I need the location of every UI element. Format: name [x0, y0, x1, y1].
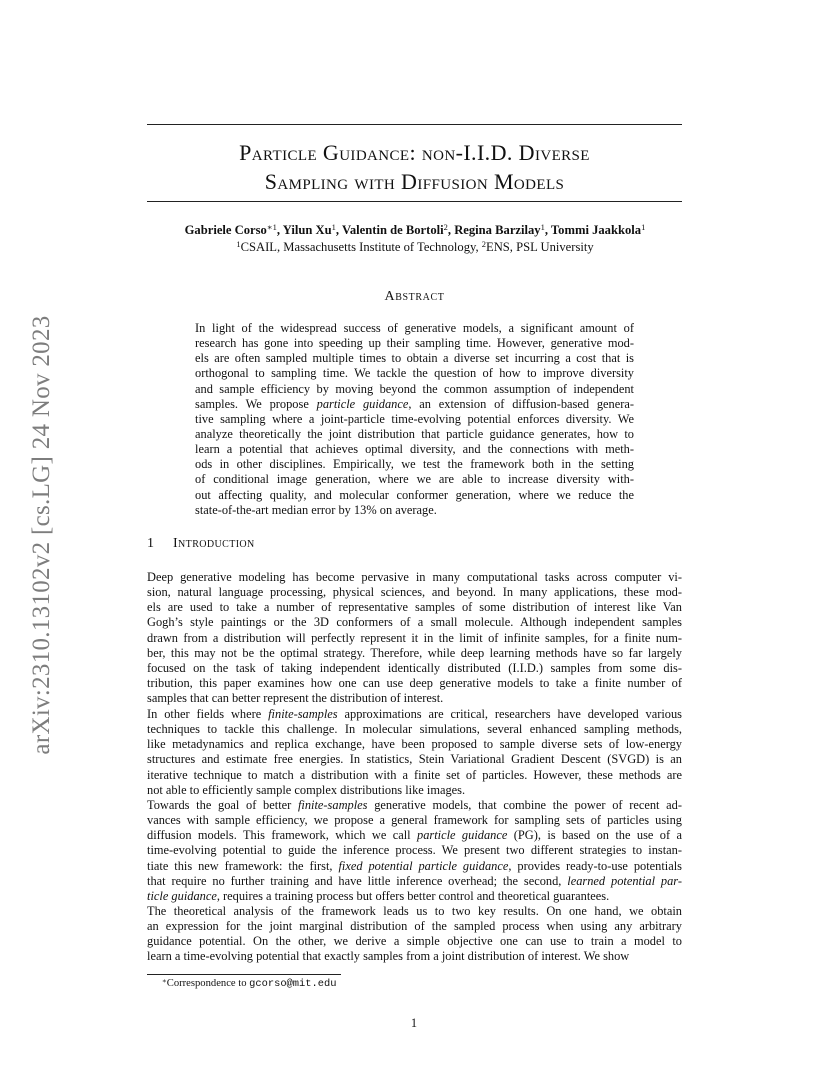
emphasized-text: finite-samples — [297, 798, 368, 812]
text-run: learn a time-evolving potential that exactly samples from a joint distribution of interest. We show — [147, 949, 630, 964]
paragraph-line — [147, 631, 682, 646]
paragraph-line — [147, 707, 682, 722]
paragraph-line — [147, 691, 682, 706]
text-run: time-evolving potential to guide the inference process. We present two different strategies to instan- — [147, 843, 682, 858]
text-run: tribution, this paper examines how one can use deep generative models to take a finite number of — [147, 675, 682, 690]
emphasized-text: fixed potential particle guidance — [338, 858, 509, 873]
footnote-marker: ∗ — [162, 977, 167, 985]
paragraph-line — [147, 889, 682, 904]
author-separator: , — [544, 223, 551, 237]
paragraph-line — [147, 752, 682, 767]
text-run: Deep generative modeling has become pervasive in many computational tasks across computer vi- — [147, 570, 682, 584]
affiliation-1: CSAIL, Massachusetts Institute of Technology, — [240, 240, 482, 254]
footnote-text: Correspondence to — [166, 978, 250, 989]
paper-title — [147, 138, 682, 196]
text-run: that require no further training and have little inference overhead; the second, — [147, 873, 568, 888]
abstract-line — [195, 488, 634, 503]
text-run: iterative technique to match a distribution with a finite set of particles. However, these methods are — [147, 767, 682, 782]
text-run: Gogh’s style paintings or the 3D conformers of a small molecule. Although independent samples — [147, 615, 682, 630]
text-run: an expression for the joint marginal distribution of the sampled process when using any arbitrary — [147, 919, 682, 934]
text-run: guidance potential. On the other, we derive a simple objective one can use to train a model to — [147, 934, 682, 949]
arxiv-stamp-text: arXiv:2310.13102v2 [cs.LG] 24 Nov 2023 — [28, 315, 55, 755]
text-run: and sample efficiency by moving beyond the common assumption of independent — [195, 381, 634, 396]
paragraph-line — [147, 843, 682, 858]
author-separator: , — [335, 223, 342, 237]
author-separator: , — [276, 223, 283, 237]
text-run: els are used to take a number of representative samples of some distribution of interest like Van — [147, 600, 682, 615]
paragraph-line — [147, 661, 682, 676]
text-run: tiate this new framework: the first, — [147, 858, 339, 873]
abstract-body — [195, 321, 634, 518]
title-line-1: Particle Guidance: non-I.I.D. Diverse — [239, 140, 590, 165]
text-run: els are often sampled multiple times to obtain a diverse set incurring a cost that is — [195, 351, 634, 366]
affiliation-marker-2: 2 — [481, 239, 487, 249]
text-run: samples. We propose — [195, 396, 317, 411]
emphasized-text: particle guidance — [417, 828, 508, 843]
text-run: , an extension of diffusion-based genera- — [408, 396, 634, 411]
author-affiliation-marker: 2 — [443, 222, 448, 232]
text-run: not able to efficiently sample complex distributions like images. — [147, 782, 466, 797]
footnote-rule — [147, 974, 341, 975]
abstract-line — [195, 412, 634, 427]
paragraph-line — [147, 874, 682, 889]
section-title: Introduction — [173, 536, 255, 551]
affiliation-2: ENS, PSL University — [486, 240, 594, 254]
paragraph-line — [147, 570, 682, 585]
paragraph-line — [147, 949, 682, 964]
author-name: Gabriele Corso — [184, 223, 267, 237]
text-run: In light of the widespread success of generative models, a significant amount of — [195, 321, 634, 335]
paragraph-line — [147, 615, 682, 630]
paragraph-line — [147, 600, 682, 615]
title-rule-top — [147, 124, 682, 125]
title-line-2: Sampling with Diffusion Models — [264, 169, 565, 194]
paragraph-line — [147, 783, 682, 798]
paragraph-line — [147, 798, 682, 813]
author-name: Tommi Jaakkola — [550, 223, 642, 237]
abstract-line — [195, 427, 634, 442]
intro-paragraph-4 — [147, 904, 682, 965]
paragraph-line — [147, 859, 682, 874]
paragraph-line — [147, 646, 682, 661]
paragraph-line — [147, 676, 682, 691]
paragraph-line — [147, 813, 682, 828]
abstract-line — [195, 321, 634, 336]
affiliations — [130, 239, 700, 255]
paragraph-line — [147, 737, 682, 752]
abstract-line — [195, 397, 634, 412]
title-rule-bottom — [147, 201, 682, 202]
text-run: learn a potential that achieves optimal diversity, and the connections with meth- — [195, 442, 634, 457]
paragraph-line — [147, 919, 682, 934]
abstract-line — [195, 457, 634, 472]
text-run: In other fields where — [147, 707, 269, 721]
abstract-line — [195, 472, 634, 487]
section-number: 1 — [147, 536, 154, 551]
text-run: diffusion models. This framework, which we call — [147, 828, 417, 843]
text-run: approximations are critical, researchers have developed various — [337, 707, 682, 721]
text-run: ods in other disciplines. Empirically, we test the framework both in the setting — [195, 457, 634, 472]
emphasized-text: particle guidance — [316, 396, 409, 411]
text-run: sion, natural language processing, physical sciences, and beyond. In many applications, these mod- — [147, 585, 682, 600]
footnote-email: gcorso@mit.edu — [249, 978, 337, 990]
abstract-line — [195, 366, 634, 381]
text-run: generative models, that combine the power of recent ad- — [367, 798, 682, 812]
text-run: samples that can better represent the distribution of interest. — [147, 691, 444, 706]
text-run: Towards the goal of better — [147, 798, 298, 812]
text-run: (PG), is based on the use of a — [507, 828, 682, 843]
text-run: , requires a training process but offers better control and theoretical guarantees. — [216, 888, 610, 903]
intro-paragraph-2 — [147, 707, 682, 798]
intro-paragraph-3 — [147, 798, 682, 904]
paragraph-line — [147, 934, 682, 949]
emphasized-text: finite-samples — [268, 707, 338, 721]
intro-paragraph-1 — [147, 570, 682, 706]
paragraph-line — [147, 768, 682, 783]
paragraph-line — [147, 904, 682, 919]
abstract-line — [195, 336, 634, 351]
text-run: The theoretical analysis of the framework leads us to two key results. On one hand, we obtain — [147, 904, 682, 918]
text-run: drawn from a distribution will perfectly represent it in the limit of infinite samples, for a finite num- — [147, 630, 682, 645]
paragraph-line — [147, 585, 682, 600]
text-run: orthogonal to sampling time. We tackle the question of how to improve diversity — [195, 366, 634, 381]
text-run: focused on the task of taking independent identically distributed (I.I.D.) samples from some dis- — [147, 660, 682, 675]
paragraph-line — [147, 722, 682, 737]
emphasized-text: learned potential par- — [567, 873, 682, 888]
text-run: analyze theoretically the joint distribution that particle guidance generates, how to — [195, 426, 634, 441]
section-heading-introduction — [147, 536, 255, 552]
author-affiliation-marker: ∗1 — [266, 222, 277, 232]
abstract-line — [195, 382, 634, 397]
author-affiliation-marker: 1 — [641, 222, 646, 232]
author-separator: , — [447, 223, 455, 237]
text-run: ber, this may not be the optimal strategy. Therefore, while deep learning methods have so far largely — [147, 645, 682, 660]
abstract-heading: Abstract — [384, 289, 445, 304]
text-run: , provides ready-to-use potentials — [508, 858, 682, 873]
author-name: Yilun Xu — [282, 223, 332, 237]
emphasized-text: ticle guidance — [147, 888, 217, 903]
text-run: techniques to tackle this challenge. In molecular simulations, several enhanced sampling methods, — [147, 722, 682, 737]
author-name: Valentin de Bortoli — [341, 223, 444, 237]
abstract-line — [195, 442, 634, 457]
text-run: tive sampling where a joint-particle time-evolving potential enforces diversity. We — [195, 411, 634, 426]
affiliation-marker-1: 1 — [236, 239, 241, 249]
text-run: structures and estimate free energies. In statistics, Stein Variational Gradient Descent (SVGD) is an — [147, 752, 682, 767]
page-number: 1 — [410, 1016, 418, 1030]
author-list — [130, 222, 700, 238]
text-run: state-of-the-art median error by 13% on average. — [195, 502, 437, 517]
paragraph-line — [147, 828, 682, 843]
text-run: of conditional image generation, where we are able to increase diversity with- — [195, 472, 634, 487]
author-affiliation-marker: 1 — [540, 222, 545, 232]
abstract-line — [195, 503, 634, 518]
text-run: out affecting quality, and molecular conformer generation, where we reduce the — [195, 487, 634, 502]
abstract-line — [195, 351, 634, 366]
author-affiliation-marker: 1 — [331, 222, 336, 232]
text-run: research has gone into speeding up their sampling time. However, generative mod- — [195, 336, 634, 351]
author-name: Regina Barzilay — [454, 223, 541, 237]
text-run: vances with sample efficiency, we propose a general framework for sampling sets of particles using — [147, 813, 682, 828]
footnote — [162, 977, 336, 991]
text-run: like metadynamics and replica exchange, have been proposed to sample diverse sets of low-energy — [147, 737, 682, 752]
